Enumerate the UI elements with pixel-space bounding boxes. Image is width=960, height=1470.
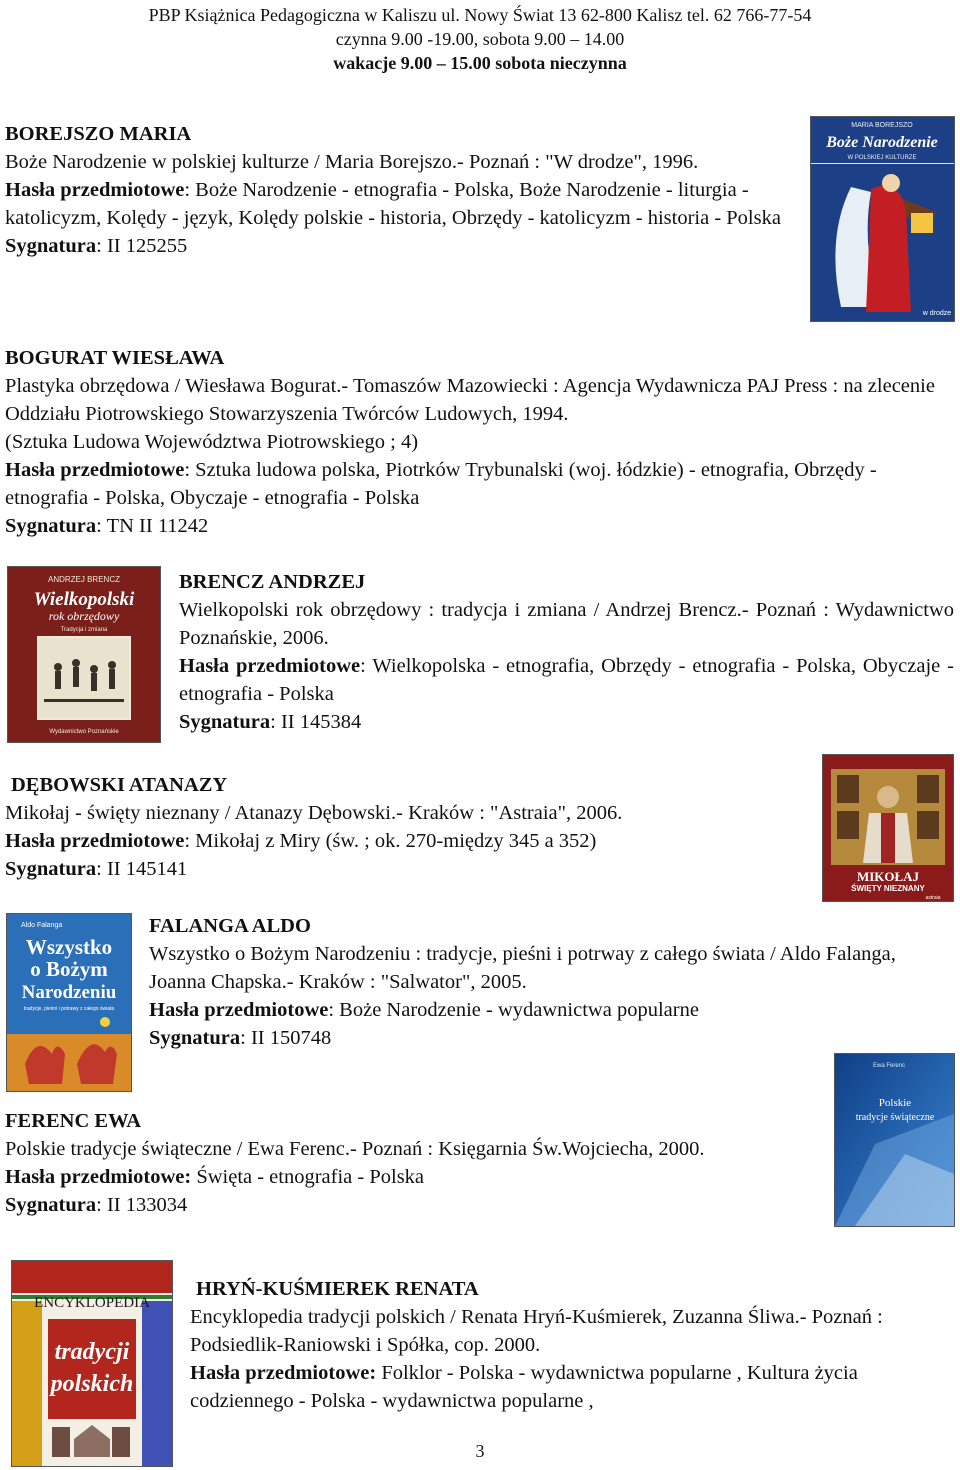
subjects-label: Hasła przedmiotowe — [5, 830, 185, 852]
cover-title: Boże Narodzenie — [826, 134, 938, 151]
bibliographic-description: Mikołaj - święty nieznany / Atanazy Dębowski.- Kraków : "Astraia", 2006. — [5, 802, 623, 824]
cover-author: Aldo Falanga — [21, 922, 63, 929]
book-cover-hryn — [11, 1260, 173, 1467]
author-name: BRENCZ ANDRZEJ — [179, 571, 366, 593]
signature-label: Sygnatura — [179, 711, 271, 733]
subject-headings: Hasła przedmiotowe: Folklor - Polska - wydawnictwa popularne , Kultura życia codziennego - Polska - wydawnictwa popularne , — [190, 1362, 858, 1412]
cover-illustration — [7, 914, 131, 1091]
entry-bogurat — [5, 344, 955, 540]
cover-tagline: tradycje, pieśni i potrawy z całego świata — [23, 1006, 115, 1012]
cover-title-line1: Wszystko — [25, 935, 113, 959]
bibliographic-description: Plastyka obrzędowa / Wiesława Bogurat.- Tomaszów Mazowiecki : Agencja Wydawnicza PAJ Press : na zlecenie Oddziału Piotrowskiego Stowarzyszenia Twórców Ludowych, 1994. — [5, 375, 935, 425]
cover-title-line1: Polskie — [878, 1097, 912, 1109]
signature-label: Sygnatura — [5, 515, 97, 537]
bibliographic-description: Encyklopedia tradycji polskich / Renata Hryń-Kuśmierek, Zuzanna Śliwa.- Poznań : Podsiedlik-Raniowski i Spółka, cop. 2000. — [190, 1306, 883, 1356]
cover-subtitle: W POLSKIEJ KULTURZE — [847, 155, 917, 161]
opening-hours: czynna 9.00 -19.00, sobota 9.00 – 14.00 — [335, 29, 625, 49]
entry-hryn-kusmierek — [190, 1275, 890, 1415]
cover-tagline: Tradycja i zmiana — [60, 627, 108, 633]
call-number: Sygnatura: II 145141 — [5, 858, 188, 880]
bibliographic-description: Wszystko o Bożym Narodzeniu : tradycje, pieśni i potrway z całego świata / Aldo Falanga, Joanna Chapska.- Kraków : "Salwator", 2005. — [149, 943, 896, 993]
call-number: Sygnatura: II 125255 — [5, 235, 188, 257]
series-statement: (Sztuka Ludowa Województwa Piotrowskiego ; 4) — [5, 431, 419, 453]
entry-ferenc — [5, 1107, 813, 1219]
bibliographic-description: Polskie tradycje świąteczne / Ewa Ferenc.- Poznań : Księgarnia Św.Wojciecha, 2000. — [5, 1138, 705, 1160]
book-cover-brencz — [7, 566, 161, 743]
cover-author: Ewa Ferenc — [873, 1063, 906, 1069]
subjects-label: Hasła przedmiotowe — [5, 179, 185, 201]
cover-illustration — [823, 755, 953, 901]
author-name: FALANGA ALDO — [149, 915, 311, 937]
cover-title-line1: ENCYKLOPEDIA — [34, 1295, 150, 1311]
cover-publisher: astraia — [925, 895, 941, 901]
holiday-hours: wakacje 9.00 – 15.00 sobota nieczynna — [333, 53, 627, 73]
author-name: DĘBOWSKI ATANAZY — [11, 774, 228, 796]
cover-publisher: w drodze — [922, 310, 952, 317]
cover-title-line2: o Bożym — [30, 957, 108, 981]
entry-borejszo — [5, 120, 795, 260]
author-name: BOREJSZO MARIA — [5, 123, 192, 145]
cover-title-line3: polskich — [50, 1371, 134, 1397]
subject-headings: Hasła przedmiotowe: Święta - etnografia - Polska — [5, 1166, 425, 1188]
subject-headings: Hasła przedmiotowe: Boże Narodzenie - etnografia - Polska, Boże Narodzenie - liturgia - katolicyzm, Kolędy - język, Kolędy polskie - historia, Obrzędy - katolicyzm - historia - Polska — [5, 179, 781, 229]
signature-label: Sygnatura — [5, 235, 97, 257]
cover-illustration — [12, 1261, 172, 1466]
cover-illustration — [8, 567, 160, 742]
call-number: Sygnatura: II 150748 — [149, 1027, 332, 1049]
cover-illustration — [811, 117, 954, 321]
subject-headings: Hasła przedmiotowe: Wielkopolska - etnografia, Obrzędy - etnografia - Polska, Obyczaje - etnografia - Polska — [179, 655, 954, 705]
call-number: Sygnatura: TN II 11242 — [5, 515, 209, 537]
subject-headings: Hasła przedmiotowe: Boże Narodzenie - wydawnictwa popularne — [149, 999, 699, 1021]
author-name: BOGURAT WIESŁAWA — [5, 347, 225, 369]
cover-illustration — [835, 1054, 954, 1226]
book-cover-falanga — [6, 913, 132, 1092]
cover-title-line2: tradycje świąteczne — [855, 1112, 935, 1123]
subjects-label: Hasła przedmiotowe — [190, 1362, 370, 1384]
subject-headings: Hasła przedmiotowe: Sztuka ludowa polska, Piotrków Trybunalski (woj. łódzkie) - etnografia, Obrzędy - etnografia - Polska, Obyczaje - etnografia - Polska — [5, 459, 877, 509]
entry-falanga — [149, 912, 955, 1052]
entry-brencz — [179, 568, 954, 736]
page-number: 3 — [475, 1441, 485, 1461]
book-cover-borejszo — [810, 116, 955, 322]
cover-subtitle: ŚWIĘTY NIEZNANY — [851, 884, 925, 893]
entry-debowski — [5, 771, 805, 883]
book-cover-ferenc — [834, 1053, 955, 1227]
cover-title-line2: tradycji — [54, 1339, 130, 1365]
cover-author: ANDRZEJ BRENCZ — [47, 575, 121, 584]
cover-publisher: Wydawnictwo Poznańskie — [49, 729, 119, 735]
signature-label: Sygnatura — [5, 858, 97, 880]
cover-title-line3: Narodzeniu — [21, 982, 117, 1003]
cover-subtitle: rok obrzędowy — [48, 609, 120, 623]
library-address: PBP Książnica Pedagogiczna w Kaliszu ul. Nowy Świat 13 62-800 Kalisz tel. 62 766-77-54 — [148, 5, 812, 25]
subject-headings: Hasła przedmiotowe: Mikołaj z Miry (św. ; ok. 270-między 345 a 352) — [5, 830, 597, 852]
bibliographic-description: Wielkopolski rok obrzędowy : tradycja i zmiana / Andrzej Brencz.- Poznań : Wydawnictwo Poznańskie, 2006. — [179, 599, 954, 649]
author-name: HRYŃ-KUŚMIEREK RENATA — [196, 1278, 479, 1300]
bibliographic-description: Boże Narodzenie w polskiej kulturze / Maria Borejszo.- Poznań : "W drodze", 1996. — [5, 151, 699, 173]
subjects-label: Hasła przedmiotowe — [5, 459, 185, 481]
signature-label: Sygnatura — [149, 1027, 241, 1049]
cover-title: Wielkopolski — [33, 589, 135, 610]
call-number: Sygnatura: II 145384 — [179, 711, 362, 733]
author-name: FERENC EWA — [5, 1110, 142, 1132]
subjects-label: Hasła przedmiotowe — [149, 999, 329, 1021]
book-cover-debowski — [822, 754, 954, 902]
subjects-label: Hasła przedmiotowe — [179, 655, 361, 677]
cover-title: MIKOŁAJ — [856, 869, 920, 884]
subjects-label: Hasła przedmiotowe — [5, 1166, 185, 1188]
signature-label: Sygnatura — [5, 1194, 97, 1216]
call-number: Sygnatura: II 133034 — [5, 1194, 188, 1216]
cover-author: MARIA BOREJSZO — [851, 122, 913, 129]
